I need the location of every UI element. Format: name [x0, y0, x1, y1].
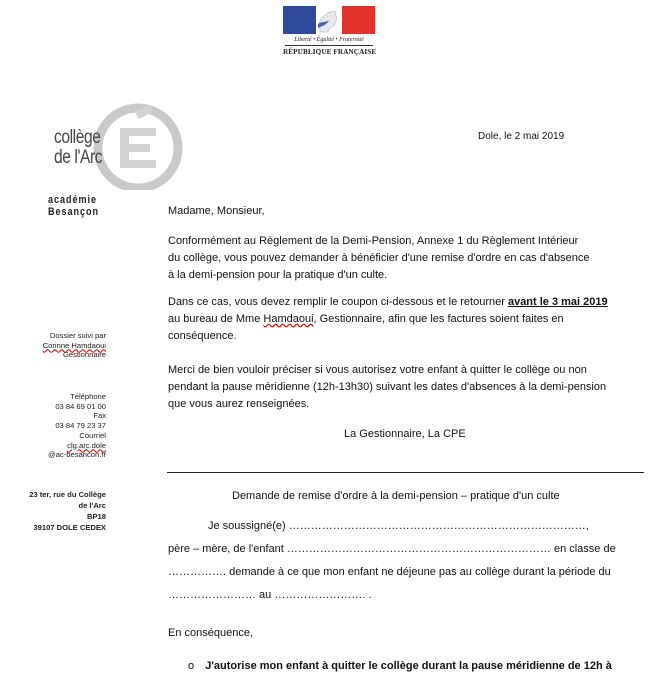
- dossier-name: Corinne Hamdaoui: [42, 340, 106, 350]
- dossier-block: [43, 331, 106, 360]
- republic-name: RÉPUBLIQUE FRANÇAISE: [283, 48, 377, 56]
- address-line4: 39107 DOLE CEDEX: [33, 523, 106, 532]
- paragraph-3: [168, 362, 606, 413]
- fax-value: 03 84 79 23 37: [55, 421, 106, 431]
- flag-red-band: [342, 6, 375, 34]
- paragraph-1: [168, 233, 590, 284]
- address-line3: BP18: [87, 512, 106, 521]
- paragraph-1-line2: du collège, vous pouvez demander à bénéficier d'une remise d'ordre en cas d'absence: [168, 252, 590, 264]
- academie-line1: académie: [48, 194, 97, 206]
- fax-label: Fax: [93, 411, 106, 421]
- consequence-label: En conséquence,: [168, 627, 254, 639]
- mail-domain[interactable]: @ac-besancon.fr: [48, 450, 106, 460]
- paragraph-2: [168, 294, 608, 345]
- paragraph-2-line2: [168, 311, 608, 328]
- flag-blue-band: [283, 6, 316, 34]
- academie-name: [48, 194, 99, 218]
- option-authorize[interactable]: [188, 658, 612, 675]
- tel-label: Téléphone: [70, 392, 106, 401]
- coupon-name-field[interactable]: Je soussigné(e) ………………………………………………………………………,: [208, 520, 589, 532]
- mail-label: Courriel: [79, 430, 106, 440]
- tel-value: 03 84 69 01 00: [55, 401, 106, 411]
- college-logo: [40, 98, 180, 218]
- republique-francaise-logo: [283, 6, 375, 68]
- college-name: [54, 128, 102, 168]
- deadline: avant le 3 mai 2019: [507, 296, 608, 308]
- paragraph-2-line1: [168, 294, 608, 311]
- bullet-circle-icon[interactable]: o: [188, 660, 195, 672]
- paragraph-2-line3: conséquence.: [168, 330, 237, 342]
- paragraph-3-line2: pendant la pause méridienne (12h-13h30) suivant les dates d'absences à la demi-pension: [168, 381, 607, 393]
- paragraph-1-line3: à la demi-pension pour la pratique d'un culte.: [168, 269, 388, 281]
- paragraph-1-line1: Conformément au Règlement de la Demi-Pension, Annexe 1 du Règlement Intérieur: [168, 235, 579, 247]
- paragraph-3-line3: que vous aurez renseignées.: [168, 398, 310, 410]
- letter-date: Dole, le 2 mai 2019: [478, 131, 565, 142]
- paragraph-2-text: , Gestionnaire, afin que les factures soient faites en: [313, 313, 564, 325]
- address-block: [29, 489, 106, 533]
- coupon-title: Demande de remise d'ordre à la demi-pension – pratique d'un culte: [232, 490, 560, 502]
- divider: [285, 45, 373, 46]
- college-line1: collège: [54, 127, 101, 148]
- address-line2: de l'Arc: [78, 501, 106, 510]
- dossier-label: Dossier suivi par: [49, 331, 106, 340]
- coupon-dates-field[interactable]: …………………… au ……………………. .: [168, 589, 372, 601]
- coupon-period-line[interactable]: ……………. demande à ce que mon enfant ne déjeune pas au collège durant la période du: [168, 566, 611, 578]
- contact-block: [48, 392, 106, 460]
- paragraph-2-text: au bureau de Mme: [168, 313, 264, 325]
- paragraph-2-text: Dans ce cas, vous devez remplir le coupon ci-dessous et le retourner: [168, 296, 508, 308]
- dossier-role: Gestionnaire: [62, 350, 106, 360]
- dossier-name-line: [43, 341, 106, 351]
- e-emblem-icon: [88, 98, 183, 190]
- option-authorize-label: J'autorise mon enfant à quitter le collège durant la pause méridienne de 12h à: [205, 660, 612, 672]
- paragraph-3-line1: Merci de bien vouloir préciser si vous autorisez votre enfant à quitter le collège ou non: [168, 364, 587, 376]
- mail-user[interactable]: clg.arc.dole: [67, 440, 106, 450]
- signature: La Gestionnaire, La CPE: [344, 428, 466, 440]
- marianne-profile-icon: [316, 6, 342, 34]
- address-line1: 23 ter, rue du Collège: [29, 490, 106, 499]
- cut-line-divider: [167, 472, 644, 473]
- mail-user-line: [48, 441, 106, 451]
- flag-white-band: [316, 6, 342, 34]
- manager-name: Hamdaoui: [263, 313, 314, 325]
- college-line2: de l'Arc: [54, 147, 103, 168]
- academie-line2: Besançon: [48, 206, 99, 218]
- coupon-child-field[interactable]: père – mère, de l'enfant ……………………………………………………………… en classe de: [168, 543, 616, 555]
- salutation: Madame, Monsieur,: [168, 205, 265, 217]
- motto: Liberté • Égalité • Fraternité: [294, 37, 364, 43]
